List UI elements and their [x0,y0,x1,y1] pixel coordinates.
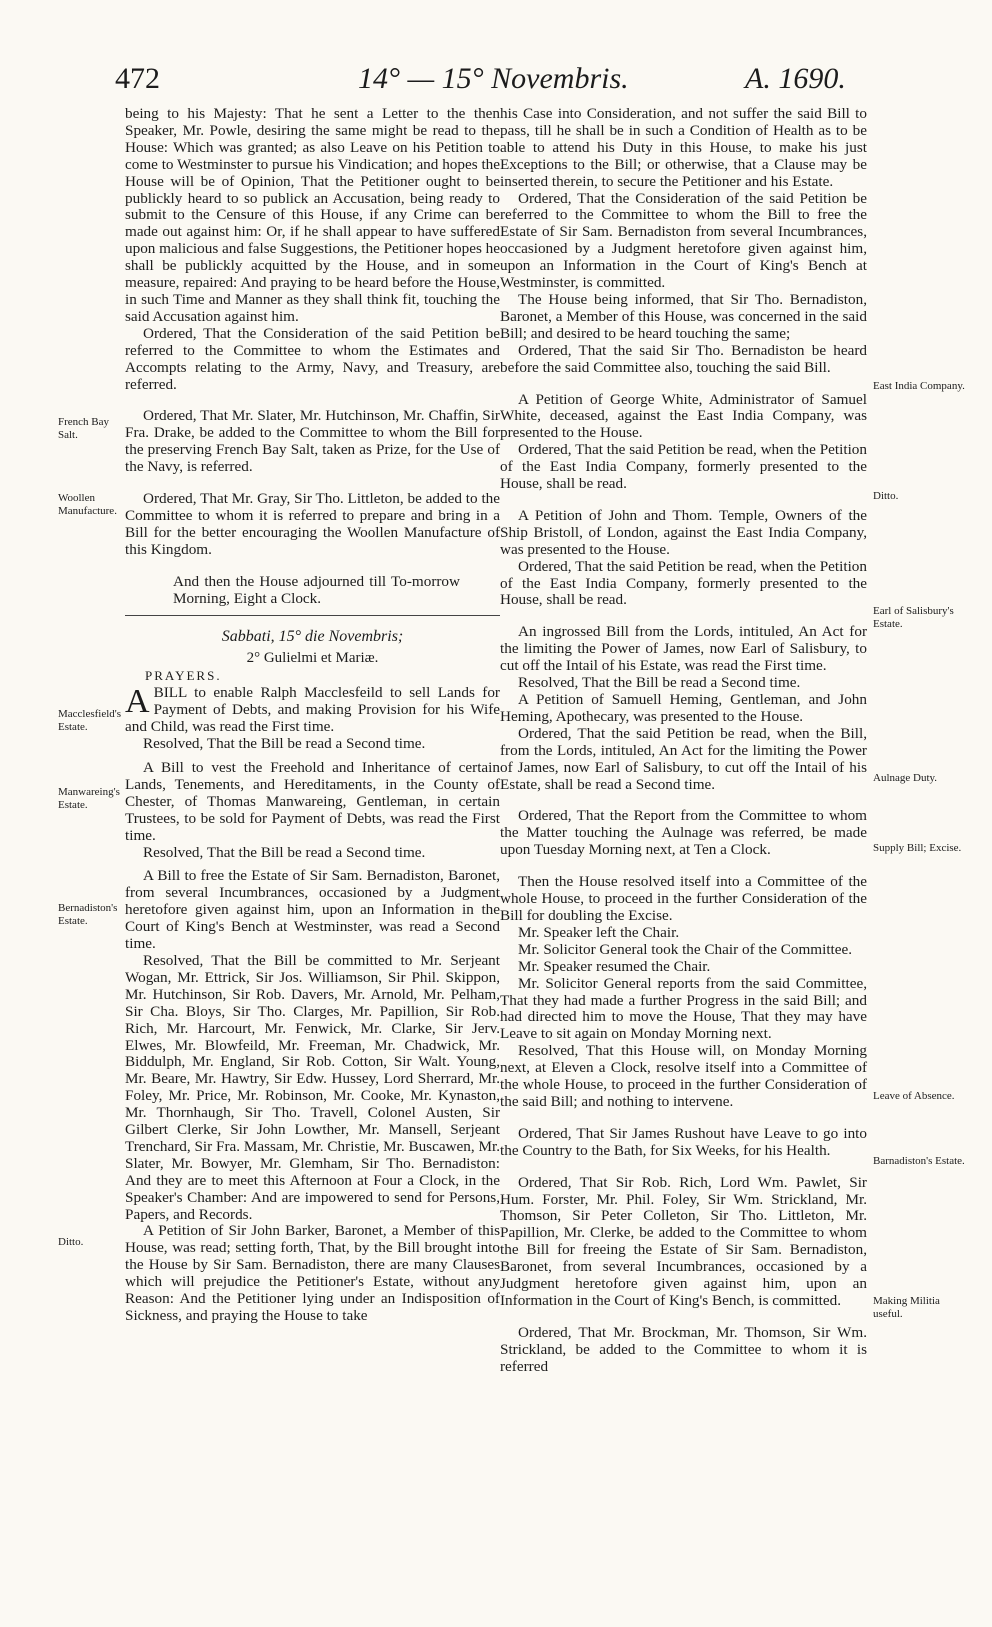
prayers-heading: PRAYERS. [145,668,222,684]
paragraph: The House being informed, that Sir Tho. Bernadiston, Baronet, a Member of this House, was concerned in the said Bill; and desired to be heard touching the same; [500,290,867,342]
paragraph: Resolved, That the Bill be read a Second time. [518,674,801,692]
paragraph: Resolved, That the Bill be read a Second time. [143,735,426,753]
paragraph: Mr. Speaker resumed the Chair. [518,957,711,975]
paragraph: Ordered, That the said Sir Tho. Bernadiston be heard before the said Committee also, touching the said Bill. [500,341,867,376]
drop-cap: A [125,683,150,721]
margin-note: Barnadiston's Estate. [873,1155,965,1167]
right-column [500,106,867,1376]
paragraph: A Bill to free the Estate of Sir Sam. Bernadiston, Baronet, from several Incumbrances, occasioned by a Judgment heretofore given against him, upon an Information in the Court of King's Bench at Westminster, was read a Second time. [125,867,500,953]
paragraph: Ordered, That Sir James Rushout have Leave to go into the Country to the Bath, for Six Weeks, for his Health. [500,1124,867,1159]
section-rule [125,615,500,616]
adjournment: And then the House adjourned till To-morrow Morning, Eight a Clock. [173,572,460,607]
paragraph: Resolved, That the Bill be committed to Mr. Serjeant Wogan, Mr. Ettrick, Sir Jos. Williamson, Sir Phil. Skippon, Mr. Hutchinson, Sir Rob. Davers, Mr. Arnold, Mr. Pelham, Sir Cha. Bloys, Sir Tho. Clarges, Mr. Papillion, Sir Rob. Rich, Mr. Harcourt, Mr. Fenwick, Mr. Clarke, Sir Jerv. Elwes, Mr. Blowfeild, Mr. Freeman, Mr. Chadwick, Mr. Biddulph, Mr. England, Sir Rob. Cotton, Sir Walt. Young, Mr. Beare, Mr. Hawtry, Sir Edw. Hussey, Lord Sherrard, Mr. Foley, Mr. Price, Mr. Robinson, Mr. Cooke, Mr. Kynaston, Mr. Thornhaugh, Sir Tho. Travell, Colonel Austen, Sir Gilbert Clerke, Sir John Lowther, Mr. Mansell, Serjeant Trenchard, Sir Fra. Massam, Mr. Christie, Mr. Buscawen, Mr. Slater, Mr. Bowyer, Mr. Glemham, Sir Tho. Bernadiston: And they are to meet this Afternoon at Four a Clock, in the Speaker's Chamber: And are impowered to send for Persons, Papers, and Records. [125,951,500,1223]
margin-note: Bernadiston's Estate. [58,902,118,927]
paragraph: A Petition of George White, Administrator of Samuel White, deceased, against the East India Company, was presented to the House. [500,390,867,442]
left-column [125,106,500,1325]
margin-note: Aulnage Duty. [873,772,938,784]
paragraph: A Petition of John and Thom. Temple, Owners of the Ship Bristoll, of London, against the East India Company, was presented to the House. [500,506,867,558]
margin-note: Ditto. [873,490,899,502]
paragraph: Ordered, That the said Petition be read, when the Bill, from the Lords, intituled, An Act for the limiting the Power of James, now Earl of Salisbury, to cut off the Intail of his Estate, shall be read a Second time. [500,724,867,793]
paragraph: An ingrossed Bill from the Lords, intituled, An Act for the limiting the Power of James, now Earl of Salisbury, to cut off the Intail of his Estate, was read the First time. [500,623,867,675]
page-number: 472 [115,62,160,95]
paragraph: Ordered, That the said Petition be read, when the Petition of the East India Company, formerly presented to the House, shall be read. [500,557,867,609]
paragraph: Mr. Solicitor General took the Chair of the Committee. [518,940,853,958]
margin-note: Making Militia useful. [873,1295,940,1320]
page-header [0,62,992,102]
paragraph: Mr. Speaker left the Chair. [518,923,680,941]
margin-note: Ditto. [58,1236,84,1248]
paragraph: Ordered, That Sir Rob. Rich, Lord Wm. Pawlet, Sir Hum. Forster, Mr. Phil. Foley, Sir Wm. Strickland, Mr. Thomson, Sir Peter Colleton, Sir Tho. Littleton, Mr. Papillion, Mr. Clerke, be added to the Committee to whom the Bill for freeing the Estate of Sir Sam. Bernadiston, Baronet, from several Incumbrances, occasioned by a Judgment heretofore given against him, upon an Information in the Court of King's Bench, is committed. [500,1173,867,1309]
margin-note: Manwareing's Estate. [58,786,120,811]
paragraph: Ordered, That the Consideration of the said Petition be referred to the Committee to whom the Bill to free the Estate of Sir Sam. Bernadiston from several Incumbrances, occasioned by a Judgment heretofore given against him, upon an Information in the Court of King's Bench at Westminster, is committed. [500,189,867,292]
paragraph: Then the House resolved itself into a Committee of the whole House, to proceed in the further Consideration of the Bill for doubling the Excise. [500,873,867,924]
margin-note: East India Company. [873,380,965,392]
header-year: A. 1690. [745,62,846,95]
regnal-year: 2° Gulielmi et Mariæ. [246,650,379,667]
margin-note: Leave of Absence. [873,1090,955,1102]
paragraph: his Case into Consideration, and not suffer the said Bill to pass, till he shall be in such a Condition of Health as to be able to attend his Duty in this House, to make his just Exceptions to the Bill; or otherwise, that a Clause may be inserted therein, to secure the Petitioner and his Estate. [500,105,867,190]
paragraph: Ordered, That the Consideration of the said Petition be referred to the Committee to whom the Estimates and Accompts relating to the Army, Navy, and Treasury, are referred. [125,324,500,393]
paragraph: Ordered, That Mr. Brockman, Mr. Thomson, Sir Wm. Strickland, be added to the Committee to whom it is referred [500,1323,867,1375]
margin-note: Earl of Salisbury's Estate. [873,605,954,630]
margin-note: Supply Bill; Excise. [873,842,962,854]
paragraph: Ordered, That Mr. Slater, Mr. Hutchinson, Mr. Chaffin, Sir Fra. Drake, be added to the Committee to whom the Bill for the preserving French Bay Salt, taken as Prize, for the Use of the Navy, is referred. [125,407,500,476]
paragraph: Mr. Solicitor General reports from the said Committee, That they had made a further Progress in the said Bill; and had directed him to move the House, That they may have Leave to sit again on Monday Morning next. [500,974,867,1043]
header-date: 14° — 15° Novembris. [358,62,629,95]
paragraph: Ordered, That the Report from the Committee to whom the Matter touching the Aulnage was referred, be made upon Tuesday Morning next, at Ten a Clock. [500,807,867,859]
paragraph: A Bill to vest the Freehold and Inheritance of certain Lands, Tenements, and Hereditaments, in the County of Chester, of Thomas Manwareing, Gentleman, in certain Trustees, to be sold for Payment of Debts, was read the First time. [125,759,500,844]
paragraph: A Petition of Samuell Heming, Gentleman, and John Heming, Apothecary, was presented to the House. [500,691,867,725]
paragraph: BILL to enable Ralph Macclesfeild to sell Lands for Payment of Debts, and making Provision for his Wife and Child, was read the First time. [125,684,500,736]
paragraph: Ordered, That the said Petition be read, when the Petition of the East India Company, formerly presented to the House, shall be read. [500,441,867,493]
paragraph: Ordered, That Mr. Gray, Sir Tho. Littleton, be added to the Committee to whom it is referred to prepare and bring in a Bill for the better encouraging the Woollen Manufacture of this Kingdom. [125,490,500,558]
sitting-date: Sabbati, 15° die Novembris; [221,628,404,646]
paragraph: Resolved, That the Bill be read a Second time. [143,843,426,861]
margin-note: Macclesfield's Estate. [58,708,122,733]
paragraph: being to his Majesty: That he sent a Letter to the then Speaker, Mr. Powle, desiring the same might be read to the House: Which was granted; as also Leave on his Petition to come to Westminster to pursue his Vindication; and hopes the House will be of Opinion, That the Petitioner ought to be publickly heard to so publick an Accusation, being ready to submit to the Censure of this House, if any Crime can be made out against him: Or, if he shall appear to have suffered upon malicious and false Suggestions, the Petitioner hopes he shall be publickly acquitted by the House, and in some measure, repaired: And praying to be heard before the House, in such Time and Manner as they shall think fit, touching the said Accusation against him. [125,105,500,325]
paragraph: A Petition of Sir John Barker, Baronet, a Member of this House, was read; setting forth, That, by the Bill brought into the House by Sir Sam. Bernadiston, there are many Clauses which will prejudice the Petitioner's Estate, without any Reason: And the Petitioner lying under an Indisposition of Sickness, and praying the House to take [125,1222,500,1324]
margin-note: Woollen Manufacture. [58,492,117,517]
margin-note: French Bay Salt. [58,416,110,441]
paragraph: Resolved, That this House will, on Monday Morning next, at Eleven a Clock, resolve itself into a Committee of the whole House, to proceed in the further Consideration of the said Bill; and nothing to intervene. [500,1042,867,1110]
